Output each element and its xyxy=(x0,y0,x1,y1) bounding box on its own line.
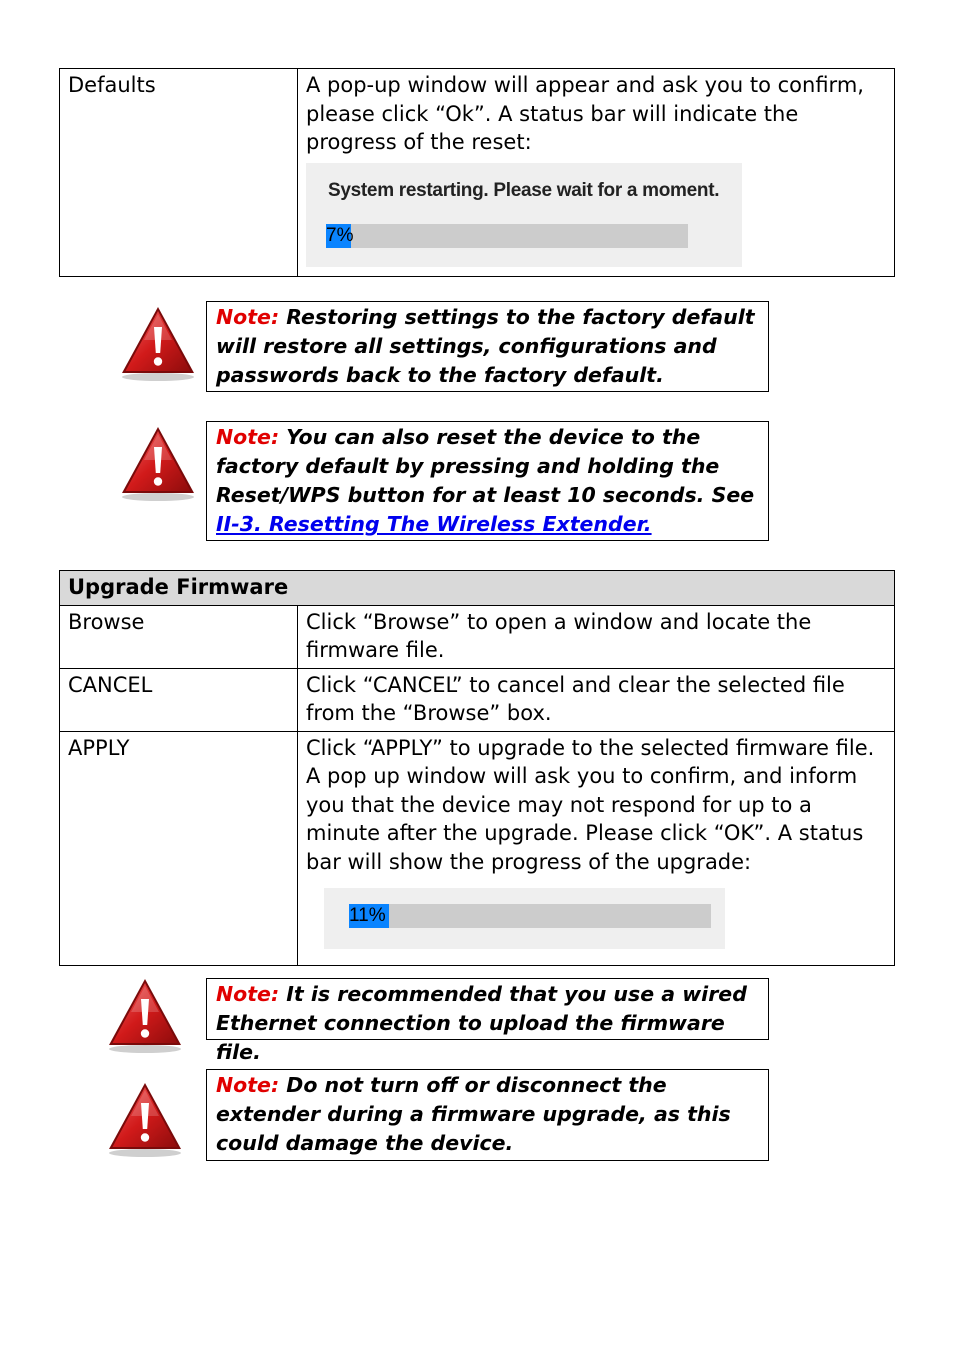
warning-triangle-icon xyxy=(120,425,196,503)
resetting-extender-link[interactable]: II-3. Resetting The Wireless Extender. xyxy=(216,512,652,536)
table-row xyxy=(60,731,895,966)
table-row xyxy=(60,605,895,668)
row-label-apply: APPLY xyxy=(60,731,298,966)
row-label-browse: Browse xyxy=(60,605,298,668)
restart-message: System restarting. Please wait for a moment. xyxy=(328,179,720,201)
note-reset-button xyxy=(206,421,769,541)
note-text: Restoring settings to the factory default will restore all settings, configurations and passwords back to the factory default. xyxy=(216,305,755,387)
upgrade-dialog-screenshot xyxy=(324,888,725,949)
note-label: Note: xyxy=(216,982,280,1006)
table-header-row xyxy=(60,571,895,606)
reset-progress-bar xyxy=(326,224,688,248)
note-label: Note: xyxy=(216,1073,280,1097)
table-row xyxy=(60,69,895,277)
note-text: You can also reset the device to the factory default by pressing and holding the Reset/WPS button for at least 10 seconds. See xyxy=(216,425,755,507)
row-description-defaults xyxy=(298,69,895,277)
upgrade-firmware-table xyxy=(59,570,895,966)
row-description-browse: Click “Browse” to open a window and locate the firmware file. xyxy=(298,605,895,668)
defaults-description: A pop-up window will appear and ask you to confirm, please click “Ok”. A status bar will indicate the progress of the reset: xyxy=(306,73,864,154)
note-do-not-turn-off xyxy=(206,1069,769,1161)
note-text: It is recommended that you use a wired Ethernet connection to upload the firmware file. xyxy=(216,982,747,1064)
restart-dialog-screenshot xyxy=(306,163,742,267)
note-wired-connection xyxy=(206,978,769,1064)
table-row xyxy=(60,668,895,731)
note-label: Note: xyxy=(216,425,280,449)
note-text: Do not turn off or disconnect the extender during a firmware upgrade, as this could damage the device. xyxy=(216,1073,731,1155)
row-description-apply xyxy=(298,731,895,966)
warning-triangle-icon xyxy=(107,1081,183,1159)
reset-defaults-table xyxy=(59,68,895,277)
warning-triangle-icon xyxy=(120,305,196,383)
table-header: Upgrade Firmware xyxy=(60,571,895,606)
reset-progress-text: 7% xyxy=(326,224,354,246)
apply-description: Click “APPLY” to upgrade to the selected firmware file. A pop up window will ask you to confirm, and inform you that the device may not respond for up to a minute after the upgrade. Please click “OK”. A status bar will show the progress of the upgrade: xyxy=(306,735,875,874)
row-label-defaults: Defaults xyxy=(60,69,298,277)
row-description-cancel: Click “CANCEL” to cancel and clear the selected file from the “Browse” box. xyxy=(298,668,895,731)
upgrade-progress-bar xyxy=(349,904,711,928)
note-factory-default xyxy=(206,301,769,392)
warning-triangle-icon xyxy=(107,977,183,1055)
note-label: Note: xyxy=(216,305,280,329)
upgrade-progress-text: 11% xyxy=(349,905,386,926)
row-label-cancel: CANCEL xyxy=(60,668,298,731)
